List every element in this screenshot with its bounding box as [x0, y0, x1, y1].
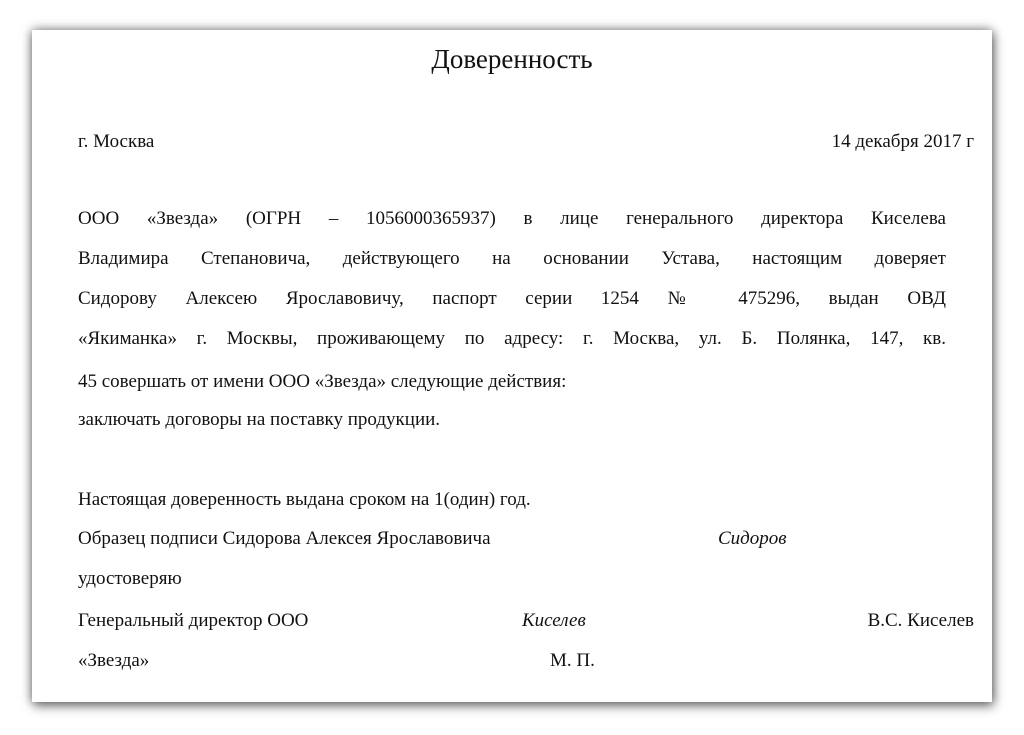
director-signature: Киселев — [522, 610, 586, 631]
director-name: В.С. Киселев — [867, 610, 974, 631]
validity-text: Настоящая доверенность выдана сроком на 1(один) год. — [78, 489, 531, 510]
certify-text: удостоверяю — [78, 568, 182, 589]
stamp-place: М. П. — [550, 650, 595, 671]
document-page — [32, 30, 992, 702]
body-line: ООО «Звезда» (ОГРН – 1056000365937) в лице генерального директора Киселева — [78, 208, 946, 229]
body-line: «Якиманка» г. Москвы, проживающему по адресу: г. Москва, ул. Б. Полянка, 147, кв. — [78, 328, 946, 349]
body-line: Сидорову Алексею Ярославовичу, паспорт серии 1254 № 475296, выдан ОВД — [78, 288, 946, 309]
director-company: «Звезда» — [78, 650, 150, 671]
director-label: Генеральный директор ООО — [78, 610, 309, 631]
action-text: заключать договоры на поставку продукции. — [78, 409, 441, 430]
sample-signature-label: Образец подписи Сидорова Алексея Ярославовича — [78, 528, 491, 549]
body-last-line: 45 совершать от имени ООО «Звезда» следующие действия: — [78, 371, 567, 392]
date: 14 декабря 2017 г — [831, 131, 974, 152]
sample-signature: Сидоров — [718, 528, 787, 549]
document-title: Доверенность — [431, 44, 593, 74]
city: г. Москва — [78, 131, 155, 152]
body-line: Владимира Степановича, действующего на основании Устава, настоящим доверяет — [78, 248, 946, 269]
